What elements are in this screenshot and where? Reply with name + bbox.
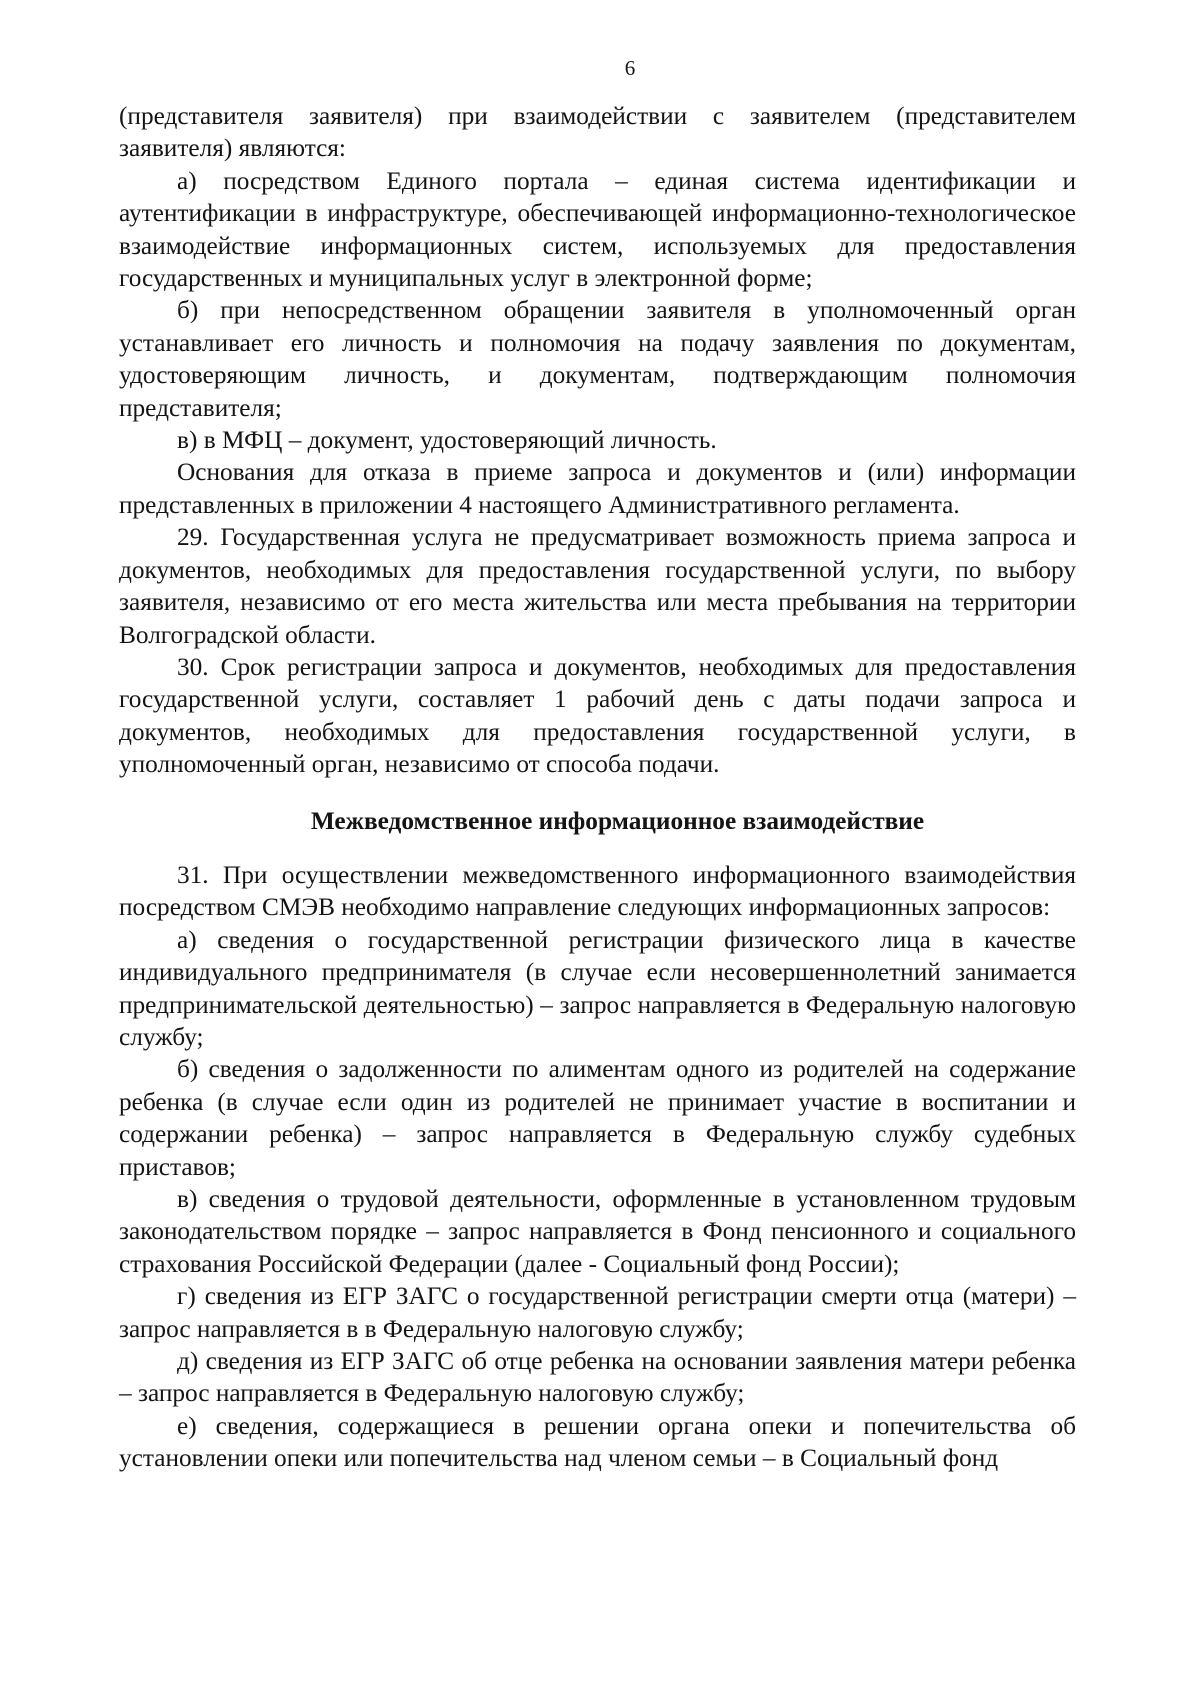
page-number: 6 xyxy=(624,56,636,80)
paragraph-continuation: (представителя заявителя) при взаимодействии с заявителем (представителем заявителя) являются: xyxy=(119,102,1076,163)
paragraph-item-v-mfc: в) в МФЦ – документ, удостоверяющий личность. xyxy=(177,426,717,455)
paragraph-item-d-father: д) сведения из ЕГР ЗАГС об отце ребенка на основании заявления матери ребенка – запрос направляется в Федеральную налоговую службу; xyxy=(119,1347,1076,1408)
paragraph-item-e-guardianship: е) сведения, содержащиеся в решении органа опеки и попечительства об установлении опеки или попечительства над членом семьи – в Социальный фонд xyxy=(119,1411,1076,1473)
paragraph-refusal-grounds: Основания для отказа в приеме запроса и документов и (или) информации представленных в приложении 4 настоящего Административного регламента. xyxy=(119,458,1076,519)
paragraph-item-v-employment: в) сведения о трудовой деятельности, оформленные в установленном трудовым законодательством порядке – запрос направляется в Фонд пенсионного и социального страхования Российской Федерации (далее - Социальный фонд России); xyxy=(119,1185,1076,1278)
paragraph-clause-29: 29. Государственная услуга не предусматривает возможность приема запроса и документов, необходимых для предоставления государственной услуги, по выбору заявителя, независимо от его места жительства или места пребывания на территории Волгоградской области. xyxy=(119,523,1076,649)
paragraph-item-a-registration: а) сведения о государственной регистрации физического лица в качестве индивидуального предпринимателя (в случае если несовершеннолетний занимается предпринимательской деятельностью) – запрос направляется в Федеральную налоговую службу; xyxy=(119,925,1076,1051)
paragraph-item-a-portal: а) посредством Единого портала – единая система идентификации и аутентификации в инфраструктуре, обеспечивающей информационно-технологическое взаимодействие информационных систем, используемых для предоставления государственных и муниципальных услуг в электронной форме; xyxy=(119,166,1076,293)
paragraph-clause-31: 31. При осуществлении межведомственного информационного взаимодействия посредством СМЭВ необходимо направление следующих информационных запросов: xyxy=(119,860,1076,922)
paragraph-item-g-death: г) сведения из ЕГР ЗАГС о государственной регистрации смерти отца (матери) – запрос направляется в в Федеральную налоговую службу; xyxy=(119,1282,1076,1343)
paragraph-item-b-alimony: б) сведения о задолженности по алиментам одного из родителей на содержание ребенка (в случае если один из родителей не принимает участие в воспитании и содержании ребенка) – запрос направляется в Федеральную службу судебных приставов; xyxy=(119,1055,1076,1181)
paragraph-item-b-direct: б) при непосредственном обращении заявителя в уполномоченный орган устанавливает его личность и полномочия на подачу заявления по документам, удостоверяющим личность, и документам, подтверждающим полномочия представителя; xyxy=(119,296,1076,422)
paragraph-clause-30: 30. Срок регистрации запроса и документов, необходимых для предоставления государственной услуги, составляет 1 рабочий день с даты подачи запроса и документов, необходимых для предоставления государственной услуги, в уполномоченный орган, независимо от способа подачи. xyxy=(119,652,1076,779)
section-heading: Межведомственное информационное взаимодействие xyxy=(310,806,925,835)
document-body xyxy=(119,100,1076,1475)
